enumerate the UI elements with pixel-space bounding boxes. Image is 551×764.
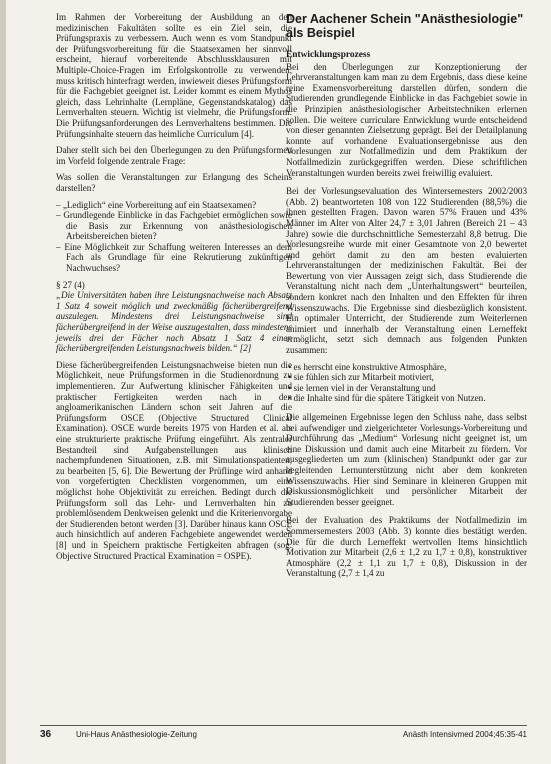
list-item: • sie fühlen sich zur Mitarbeit motiviert, <box>286 372 527 383</box>
list-item: – Grundlegende Einblicke in das Fachgebiet ermöglichen sowie die Basis zur Erkennung von anästhesiologischen Arbeitsbereichen bieten? <box>56 210 292 242</box>
page-edge-shadow <box>0 0 6 764</box>
right-paragraph-2: Bei der Vorlesungsevaluation des Wintersemesters 2002/2003 (Abb. 2) beantworteten 108 von 122 Studierenden (88,5%) die ihnen gestellten Fragen. Davon waren 57% Frauen und 43% Männer im Alter von Alter 24,7 ± 3,01 Jahren (Bereich 21 – 43 Jahre) sowie die durchschnittliche Semesterzahl 8,8 betrug. Die Vorlesungsreihe wurde mit einer Gesamtnote von 2,0 bewertet und gehört damit zu den am besten evaluierten Lehrveranstaltungen der medizinischen Fakultät. Bei der Bewertung von vier Aussagen zeigt sich, dass Studierende die Veranstaltung nicht nach dem „Unterhaltungswert“ beurteilen, sondern konkret nach den Inhalten und den Effekten für ihren Wissenszuwachs. Die Ergebnisse sind diesbezüglich konsistent. Ein optimaler Unterricht, der Studierende zum Weiterlernen animiert und innerhalb der Veranstaltung einen Lerneffekt ermöglicht, setzt sich demnach aus folgenden Punkten zusammen: <box>286 186 527 356</box>
bullet-list <box>286 362 527 404</box>
left-paragraph-3: Was sollen die Veranstaltungen zur Erlangung des Scheins darstellen? <box>56 172 292 193</box>
right-paragraph-1: Bei den Überlegungen zur Konzeptionierung der Lehrveranstaltungen kam man zu dem Ergebnis, dass diese keine reine Examensvorbereitung darstellen dürfen, sondern die Studierenden grundlegende Einblicke in das Fachgebiet sowie in die Prinzipien anästhesiologischer Arbeitstechniken erlernen sollen. Die weitere curriculare Entwicklung wurde entscheidend von dieser genannten Zielsetzung geprägt. Bei der Detailplanung konnte auf vorhandene Evaluationsergebnisse aus den Vorlesungen zur Notfallmedizin und dem Praktikum der Notfallmedizin zurückgegriffen werden. Diese schriftlichen Veranstaltungen wurden bereits zwei freiwillig evaluiert. <box>286 61 527 178</box>
list-item: • die Inhalte sind für die spätere Tätigkeit von Nutzen. <box>286 393 527 404</box>
subsection-heading: Entwicklungsprozess <box>286 50 371 60</box>
left-paragraph-4: Diese fächerübergreifenden Leistungsnachweise bieten nun die Möglichkeit, neue Prüfungsformen in die Studienordnung zu implementieren. Zur Aufwertung klinischer Fähigkeiten und praktischer Fertigkeiten werden nach in den angloamerikanischen Ländern schon seit Jahren auf die Prüfungsform OSCE (Objective Structured Clinical Examination). OSCE wurde bereits 1975 von Harden et al. als eine strukturierte praktische Prüfung eingeführt. Als zentraler Bestandteil sind Aufgabenstellungen aus klinisch nachempfundenen Situationen, z.B. mit Simulationspatienten, zu bearbeiten [5, 6]. Die Bewertung der Prüflinge wird anhand von vorgefertigten Checklisten vorgenommen, um eine möglichst hohe Objektivität zu erreichen. Bedingt durch die Prüfungsform soll das Lehr- und Lernverhalten hin zu problemlösendem Denkweisen gelenkt und die Kriterienvorgabe der Studierenden betont werden [3]. Darüber hinaus kann OSCE auch hinsichtlich auf anderen Fachgebiete angewendet werden [8] und in Speichern praktische Fertigkeiten abfragen (sog. Objective Structured Practical Examination = OSPE). <box>56 359 292 561</box>
page-footer <box>40 725 527 744</box>
left-paragraph-2: Daher stellt sich bei den Überlegungen zu den Prüfungsformen im Vorfeld folgende zentrale Frage: <box>56 145 292 166</box>
paragraph-label: § 27 (4) <box>56 279 85 290</box>
citation: Anästh Intensivmed 2004;45:35-41 <box>402 730 527 739</box>
left-column <box>56 12 292 567</box>
list-item: • es herrscht eine konstruktive Atmosphäre, <box>286 362 527 373</box>
left-paragraph-1: Im Rahmen der Vorbereitung der Ausbildung an den medizinischen Fakultäten sollte es ein Ziel sein, die Prüfungspraxis zu verbessern. Auch wenn es vom Standpunkt der Prüfungsvorbereitung für die Staatsexamen her sinnvoll erscheint, hierauf vorbereitende Abschlussklausuren mit Multiple-Choice-Fragen im Erfolgskontrolle zu verwenden, muss kritisch hinterfragt werden, inwieweit dieses Prüfungsform für die Fachgebiet geeignet ist. Leider kommt es einem Mythos gleich, dass Lehrinhalte (Lernpläne, Gegenstandskatalog) das Lernverhalten steuern. Wichtig ist vielmehr, die Prüfungsform. Die Prüfungsanforderungen des Lernverhaltens bestimmen. Die Prüfungsinhalte steuern das heimliche Curriculum [4]. <box>56 12 292 139</box>
section-heading: Der Aachener Schein "Anästhesiologie" als Beispiel <box>286 12 524 40</box>
law-quote: „Die Universitäten haben ihre Leistungsnachweise nach Absatz 1 Satz 4 soweit möglich und zweckmäßig fächerübergreifend auszulegen. Mindestens drei Leistungsnachweise sind fächerübergreifend in der Weise auszugestalten, dass mindestens jeweils drei der Fächer nach Absatz 1 Satz 4 einen fächerübergreifenden Leistungsnachweis bilden.“ [2] <box>56 290 292 354</box>
right-column <box>286 12 527 585</box>
right-paragraph-4: Bei der Evaluation des Praktikums der Notfallmedizin im Sommersemesters 2003 (Abb. 3) konnte dies bestätigt werden. Die für die durch Lerneffekt wertvollen Items hinsichtlich Motivation zur Mitarbeit (2,6 ± 1,2 zu 1,7 ± 0,8), konstruktiver Atmosphäre (2,2 ± 1,1 zu 1,7 ± 0,8), Diskussion in der Veranstaltung (2,7 ± 1,4 zu <box>286 515 527 579</box>
list-item: – „Lediglich“ eine Vorbereitung auf ein Staatsexamen? <box>56 200 292 211</box>
list-item: • sie lernen viel in der Veranstaltung und <box>286 383 527 394</box>
page-number: 36 <box>40 729 52 740</box>
right-paragraph-3: Die allgemeinen Ergebnisse legen den Schluss nahe, dass selbst bei aufwendiger und zielgerichteter Vorlesungs-Vorbereitung und Durchführung das „Medium“ Vorlesung nicht geeignet ist, um eine Diskussion und damit auch eine Mitarbeit zu fördern. Vor ausgegliederten um zum (klinischen) Standpunkt oder gar zur begleitenden Lernunterstützung nicht aber dem konkreten Wissenszuwachs. Hier sind Seminare in kleineren Gruppen mit Diskussionsmöglichkeit und persönlicher Mitarbeit der Studierenden besser geeignet. <box>286 412 527 507</box>
list-item: – Eine Möglichkeit zur Schaffung weiteren Interesses an dem Fach als Grundlage für eine Rekrutierung zukünftigen Nachwuchses? <box>56 242 292 274</box>
journal-name: Uni-Haus Anästhesiologie-Zeitung <box>76 730 197 739</box>
left-question-list <box>56 200 292 274</box>
